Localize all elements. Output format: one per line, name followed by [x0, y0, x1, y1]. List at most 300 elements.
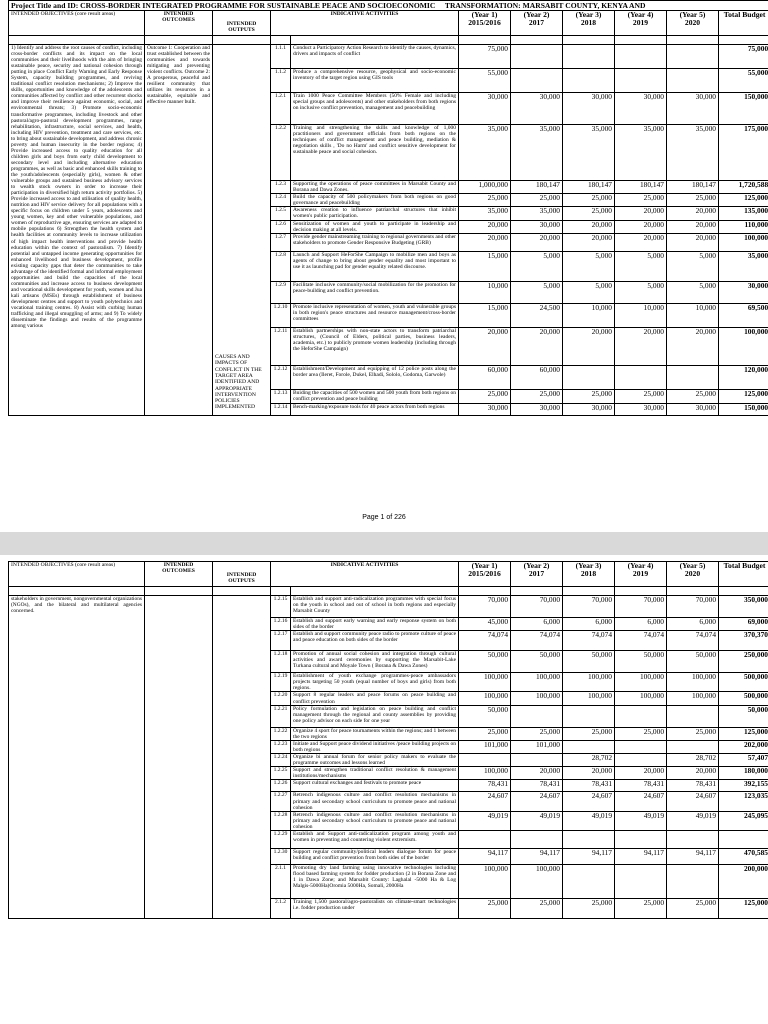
activity-code: 1.2.5	[271, 207, 291, 220]
col-header-total: Total Budget	[719, 11, 768, 36]
year-1-amount: 30,000	[459, 403, 511, 415]
budget-table-page-1	[8, 0, 768, 416]
activity-code: 1.2.3	[271, 181, 291, 194]
activity-code: 1.2.22	[271, 727, 291, 740]
total-budget-amount: 500,000	[719, 692, 768, 705]
year-4-amount: 30,000	[615, 93, 667, 125]
total-budget-amount: 1,720,588	[719, 181, 768, 194]
year-4-amount: 50,000	[615, 651, 667, 673]
activity-code: 1.2.29	[271, 830, 291, 848]
year-3-amount	[563, 45, 615, 69]
year-1-amount: 101,000	[459, 740, 511, 753]
year-3-amount	[563, 740, 615, 753]
year-4-amount	[615, 740, 667, 753]
total-budget-amount: 110,000	[719, 220, 768, 233]
total-budget-amount	[719, 830, 768, 848]
outputs-text: CAUSES AND IMPACTS OF CONFLICT IN THE TARGET AREA IDENTIFIED AND APPROPRIATE INTERVENTION POLICIES IMPLEMENTED	[213, 45, 271, 416]
year-4-amount: 100,000	[615, 692, 667, 705]
year-4-amount: 78,431	[615, 780, 667, 792]
year-2-amount: 5,000	[511, 251, 563, 281]
year-3-amount: 35,000	[563, 125, 615, 181]
total-budget-amount: 350,000	[719, 596, 768, 618]
year-1-amount	[459, 830, 511, 848]
total-budget-amount: 370,370	[719, 631, 768, 651]
col-header-total: Total Budget	[719, 562, 768, 587]
year-2-amount: 70,000	[511, 596, 563, 618]
year-5-amount: 25,000	[667, 194, 719, 207]
activity-description: Launch and Support HeForShe Campaign to mobilize men and boys as agents of change to bring about gender equality and most important to use it as launching pad for gender equality related discourse.	[291, 251, 459, 281]
col-header-year-2: (Year 2) 2017	[511, 562, 563, 587]
year-2-amount: 24,500	[511, 303, 563, 327]
activity-description: Produce a comprehensive resource, geophysical and socio-economic inventory of the target region using GIS tools	[291, 69, 459, 93]
year-2-amount: 20,000	[511, 327, 563, 365]
activity-description: Policy formulation and legislation on peace building and conflict management through the regional and county assemblies by providing one policy advisor on each side for one year	[291, 705, 459, 727]
activity-description: Establish and support anti-radicalization programmes with special focus on the youth in school and out of school in both regions and especially Marsabit County	[291, 596, 459, 618]
activity-code: 1.2.7	[271, 233, 291, 251]
year-2-amount: 25,000	[511, 389, 563, 403]
activity-code: 1.2.13	[271, 389, 291, 403]
year-3-amount	[563, 365, 615, 389]
year-4-amount: 70,000	[615, 596, 667, 618]
col-header-outputs: INTENDED OUTPUTS	[213, 11, 271, 36]
year-3-amount: 20,000	[563, 767, 615, 780]
activity-description: Support cultural exchanges and festivals to promote peace	[291, 780, 459, 792]
year-4-amount	[615, 705, 667, 727]
activity-code: 1.2.11	[271, 327, 291, 365]
year-5-amount: 5,000	[667, 281, 719, 303]
activity-description: Training 1,500 pastoral/agro-pastoralists on climate-smart technologies i.e. fodder production under	[291, 898, 459, 918]
year-2-amount: 25,000	[511, 898, 563, 918]
total-budget-amount: 100,000	[719, 327, 768, 365]
year-1-amount: 100,000	[459, 864, 511, 898]
total-budget-amount: 202,000	[719, 740, 768, 753]
year-1-amount: 20,000	[459, 220, 511, 233]
outputs-text	[213, 596, 271, 919]
total-budget-amount: 30,000	[719, 281, 768, 303]
year-3-amount: 25,000	[563, 389, 615, 403]
year-4-amount: 74,074	[615, 631, 667, 651]
year-3-amount: 25,000	[563, 207, 615, 220]
year-2-amount: 101,000	[511, 740, 563, 753]
total-budget-amount: 69,500	[719, 303, 768, 327]
activity-code: 1.1.1	[271, 45, 291, 69]
year-3-amount: 20,000	[563, 233, 615, 251]
year-2-amount: 35,000	[511, 207, 563, 220]
col-header-year-4: (Year 4) 2019	[615, 562, 667, 587]
year-5-amount: 100,000	[667, 692, 719, 705]
year-1-amount: 10,000	[459, 281, 511, 303]
col-header-activities: INDICATIVE ACTIVITIES	[271, 11, 459, 36]
year-4-amount: 5,000	[615, 251, 667, 281]
col-header-year-5: (Year 5) 2020	[667, 562, 719, 587]
year-2-amount: 100,000	[511, 692, 563, 705]
total-budget-amount: 470,585	[719, 848, 768, 864]
year-5-amount: 50,000	[667, 651, 719, 673]
year-2-amount: 100,000	[511, 864, 563, 898]
year-3-amount: 5,000	[563, 251, 615, 281]
activity-description: Organize 4 sport for peace tournaments within the regions; and 1 between the two regions	[291, 727, 459, 740]
total-budget-amount: 125,000	[719, 898, 768, 918]
total-budget-amount: 100,000	[719, 233, 768, 251]
activity-code: 1.2.14	[271, 403, 291, 415]
objectives-text: 1) Identify and address the root causes of conflict, including cross-border conflicts and its impact on the local communities and their livelihoods with the aim of bringing sustainable peace, security and national cohesion through putting in place Conflict Early Warning and Early Response System, capacity building programmes, and reviving traditional conflict resolution mechanisms; 2) Improve the skills, opportunities and knowledge of the adolescents and communities affected by conflict and other recurrent shocks and improve their resilience against economic, social, and environmental threats; 3) Promote socio-economic transformative programmes, including livestock and other pastoral/agro-pastoral development programmes, range rehabilitation, infrastructure, social services, and health, including HIV prevention, treatment and care services, etc. to bring about sustainable development, and address chronic poverty and human insecurity in the border regions; 4) Provide increased access to quality education for all children girls and boys from early child development to secondary level and including alternative education programmes, as well as basic and enhanced skills training to the youth/adolescents (especially girls), women & other vulnerable groups and sustained business advisory services to wealth stock owners in order to increase their participation in diversified high return activity portfolios. 5) Provide increased access to and utilisation of quality health, nutrition and HIV service delivery for all populations with a specific focus on children under 5 years, adolescents and young women, key and other vulnerable populations, and women of reproductive age, ensuring services are adapted to mobile populations 6) Strengthen the health system and health facilities at community levels to increase utilization of high impact health interventions and provide health education within the context of pastoralism. 7) Identify potential and untapped income generating opportunities for enhanced livelihood and business development, profile existing capacity gaps that deter the communities to take advantage of the identified formal and informal employment opportunities and build the capacities of the local communities and increase access to business development and vocational skills development for youth, women and Jua kali artisans (MSEs) through establishment of business development centres and support to youth polytechnics and vocational training centres. 8) Assist with curbing human trafficking and illegal smuggling of arms; and 9) To widely disseminate the findings and results of the programme among various	[9, 45, 145, 416]
year-1-amount: 15,000	[459, 303, 511, 327]
total-budget-amount: 120,000	[719, 365, 768, 389]
total-budget-amount: 175,000	[719, 125, 768, 181]
year-3-amount: 49,019	[563, 811, 615, 830]
total-budget-amount: 180,000	[719, 767, 768, 780]
total-budget-amount: 123,035	[719, 792, 768, 811]
year-1-amount: 49,019	[459, 811, 511, 830]
activity-code: 1.2.15	[271, 596, 291, 618]
activity-description: Promote inclusive representation of women, youth and vulnerable groups in both region's peace structures and resource management/cross-border committees	[291, 303, 459, 327]
activity-code: 1.2.10	[271, 303, 291, 327]
total-budget-amount: 125,000	[719, 194, 768, 207]
year-5-amount	[667, 69, 719, 93]
year-2-amount: 49,019	[511, 811, 563, 830]
year-4-amount: 25,000	[615, 898, 667, 918]
activity-description: Train 1000 Peace Committee Members (50% Female and including special groups and adolescents) and other stakeholders from both regions on inclusive conflict prevention, management and peacebuilding	[291, 93, 459, 125]
total-budget-amount: 250,000	[719, 651, 768, 673]
year-5-amount: 180,147	[667, 181, 719, 194]
document-page-2	[0, 555, 768, 1024]
year-4-amount: 20,000	[615, 207, 667, 220]
activity-code: 1.2.27	[271, 792, 291, 811]
year-3-amount: 20,000	[563, 327, 615, 365]
year-3-amount: 180,147	[563, 181, 615, 194]
year-3-amount: 25,000	[563, 727, 615, 740]
year-1-amount: 100,000	[459, 673, 511, 692]
year-1-amount: 45,000	[459, 618, 511, 631]
activity-code: 1.2.28	[271, 811, 291, 830]
activity-code: 1.2.1	[271, 93, 291, 125]
year-2-amount: 5,000	[511, 281, 563, 303]
activity-code: 1.2.8	[271, 251, 291, 281]
year-5-amount: 6,000	[667, 618, 719, 631]
total-budget-amount: 75,000	[719, 45, 768, 69]
year-4-amount	[615, 69, 667, 93]
year-5-amount: 70,000	[667, 596, 719, 618]
year-1-amount: 70,000	[459, 596, 511, 618]
year-1-amount: 20,000	[459, 327, 511, 365]
year-1-amount: 55,000	[459, 69, 511, 93]
year-5-amount: 100,000	[667, 673, 719, 692]
year-3-amount: 94,117	[563, 848, 615, 864]
total-budget-amount: 69,000	[719, 618, 768, 631]
year-3-amount: 5,000	[563, 281, 615, 303]
year-4-amount: 25,000	[615, 727, 667, 740]
year-4-amount: 6,000	[615, 618, 667, 631]
year-5-amount	[667, 705, 719, 727]
activity-description: Training and strengthening the skills and knowledge of 1,000 practitioners and government officials from both regions on the techniques of conflict management and peace building, mediation & negotiation skills , 'Do no Harm' and conflict sensitive development for sustainable peace and social cohesion.	[291, 125, 459, 181]
col-header-year-1: (Year 1) 2015/2016	[459, 11, 511, 36]
year-4-amount: 30,000	[615, 403, 667, 415]
total-budget-amount: 150,000	[719, 403, 768, 415]
year-2-amount: 30,000	[511, 220, 563, 233]
year-5-amount: 25,000	[667, 389, 719, 403]
year-3-amount: 30,000	[563, 93, 615, 125]
col-header-objectives: INTENDED OBJECTIVES (core result areas)	[9, 11, 145, 36]
total-budget-amount: 500,000	[719, 673, 768, 692]
project-title: Project Title and ID: CROSS-BORDER INTEGRATED PROGRAMME FOR SUSTAINABLE PEACE AND SOCIOECONOMIC TRANSFORMATION: MARSABIT COUNTY, KENYA AND	[9, 1, 768, 11]
year-2-amount: 50,000	[511, 651, 563, 673]
year-1-amount: 100,000	[459, 692, 511, 705]
activity-code: 2.1.2	[271, 898, 291, 918]
year-1-amount: 35,000	[459, 125, 511, 181]
col-header-year-5: (Year 5) 2020	[667, 11, 719, 36]
year-1-amount: 94,117	[459, 848, 511, 864]
activity-code: 1.2.9	[271, 281, 291, 303]
activity-description: Provide gender mainstreaming training to regional governments and other stakeholders to promote Gender Responsive Budgeting (GRB)	[291, 233, 459, 251]
col-header-activities: INDICATIVE ACTIVITIES	[271, 562, 459, 587]
year-3-amount: 25,000	[563, 194, 615, 207]
activity-code: 1.2.25	[271, 767, 291, 780]
outcomes-text: Outcome 1: Cooperation and trust established between the communities and towards mitigating and preventing violent conflicts. Outcome 2: A prosperous, peaceful and resilient community that utilizes its resources in a sustainable, equitable and effective manner built.	[145, 45, 213, 416]
activity-description: Initiate and Support peace dividend initiatives /peace building projects on both regions	[291, 740, 459, 753]
year-5-amount: 20,000	[667, 207, 719, 220]
col-header-year-4: (Year 4) 2019	[615, 11, 667, 36]
year-5-amount: 28,702	[667, 754, 719, 767]
year-1-amount: 25,000	[459, 898, 511, 918]
year-5-amount: 24,607	[667, 792, 719, 811]
year-1-amount: 24,607	[459, 792, 511, 811]
year-5-amount	[667, 864, 719, 898]
year-1-amount: 25,000	[459, 389, 511, 403]
total-budget-amount: 125,000	[719, 389, 768, 403]
year-5-amount: 49,019	[667, 811, 719, 830]
year-5-amount: 20,000	[667, 327, 719, 365]
year-4-amount: 5,000	[615, 281, 667, 303]
activity-description: Build the capacity of 500 policymakers from both regions on good governance and peacebuilding	[291, 194, 459, 207]
total-budget-amount: 150,000	[719, 93, 768, 125]
year-5-amount: 74,074	[667, 631, 719, 651]
year-2-amount: 180,147	[511, 181, 563, 194]
activity-description: Establish and support early warning and early response system on both sides of the border	[291, 618, 459, 631]
activity-code: 1.2.4	[271, 194, 291, 207]
year-4-amount	[615, 365, 667, 389]
activity-code: 1.2.6	[271, 220, 291, 233]
year-1-amount: 50,000	[459, 651, 511, 673]
year-4-amount	[615, 45, 667, 69]
year-3-amount: 74,074	[563, 631, 615, 651]
col-header-outcomes: INTENDED OUTCOMES	[145, 11, 213, 36]
activity-code: 2.1.1	[271, 864, 291, 898]
year-1-amount: 15,000	[459, 251, 511, 281]
year-5-amount: 25,000	[667, 898, 719, 918]
col-header-year-1: (Year 1) 2015/2016	[459, 562, 511, 587]
activity-description: Establish partnerships with non-state actors to transform patriarchal structures, (Council of Elders, political parties, business leaders, academia, etc.) to publicly promote women leadership (including through the HeforShe Campaign)	[291, 327, 459, 365]
year-4-amount: 25,000	[615, 194, 667, 207]
year-2-amount	[511, 754, 563, 767]
year-2-amount: 6,000	[511, 618, 563, 631]
year-4-amount: 10,000	[615, 303, 667, 327]
year-3-amount: 100,000	[563, 692, 615, 705]
year-4-amount: 100,000	[615, 673, 667, 692]
activity-description: Awareness creation to influence patriarchal structures that inhibit women's public participation.	[291, 207, 459, 220]
year-4-amount: 24,607	[615, 792, 667, 811]
year-2-amount: 20,000	[511, 767, 563, 780]
year-1-amount: 1,000,000	[459, 181, 511, 194]
year-1-amount: 25,000	[459, 727, 511, 740]
year-1-amount: 25,000	[459, 194, 511, 207]
year-1-amount: 20,000	[459, 233, 511, 251]
total-budget-amount: 57,407	[719, 754, 768, 767]
year-2-amount: 30,000	[511, 403, 563, 415]
year-3-amount	[563, 705, 615, 727]
year-2-amount: 24,607	[511, 792, 563, 811]
year-3-amount: 24,607	[563, 792, 615, 811]
year-1-amount: 75,000	[459, 45, 511, 69]
year-3-amount: 6,000	[563, 618, 615, 631]
activity-code: 1.2.21	[271, 705, 291, 727]
year-5-amount: 20,000	[667, 233, 719, 251]
activity-code: 1.2.30	[271, 848, 291, 864]
year-2-amount: 20,000	[511, 233, 563, 251]
activity-description: Supporting the operations of peace committees in Marsabit County and Borana and Dawa Zones.	[291, 181, 459, 194]
activity-description: Facilitate inclusive community/social mobilization for the promotion for peace-building and conflict prevention.	[291, 281, 459, 303]
activity-description: Retrench indigenous culture and conflict resolution mechanisms in primary and secondary school curriculum to promote peace and national cohesion	[291, 811, 459, 830]
year-4-amount	[615, 754, 667, 767]
year-4-amount	[615, 864, 667, 898]
year-5-amount: 35,000	[667, 125, 719, 181]
activity-description: Support and strengthen traditional conflict resolution & management institutions/mechanisms	[291, 767, 459, 780]
activity-code: 1.2.26	[271, 780, 291, 792]
year-5-amount: 94,117	[667, 848, 719, 864]
year-2-amount	[511, 69, 563, 93]
year-5-amount: 25,000	[667, 727, 719, 740]
year-2-amount	[511, 705, 563, 727]
year-5-amount: 20,000	[667, 767, 719, 780]
objectives-text: stakeholders in government, nongovernmental organizations (NGOs), and the bilateral and multilateral agencies concerned.	[9, 596, 145, 919]
col-header-year-2: (Year 2) 2017	[511, 11, 563, 36]
year-5-amount: 10,000	[667, 303, 719, 327]
total-budget-amount: 35,000	[719, 251, 768, 281]
outcomes-text	[145, 596, 213, 919]
activity-code: 1.2.20	[271, 692, 291, 705]
year-3-amount: 100,000	[563, 673, 615, 692]
col-header-year-3: (Year 3) 2018	[563, 11, 615, 36]
activity-description: Organize bi annual forum for senior policy makers to evaluate the programme outcomes and lessons learned	[291, 754, 459, 767]
activity-description: Promoting dry land farming using innovative technologies including flood based farming system for fodder production (2 in Borana Zone and 1 in Dawa Zone; and Marsabit County: Laghalal -5000 Ha & Log Malgis-5000Ha)Oromia 5000Ha, Somali, 2000Ha	[291, 864, 459, 898]
activity-code: 1.1.2	[271, 69, 291, 93]
activity-description: Establishment/Development and equipping of 12 police posts along the border area (Ileret, Forole, Dukel, Elhadi, Sololo, Godoma, Garwole)	[291, 365, 459, 389]
year-2-amount: 25,000	[511, 727, 563, 740]
year-5-amount	[667, 365, 719, 389]
year-1-amount: 78,431	[459, 780, 511, 792]
activity-code: 1.2.16	[271, 618, 291, 631]
year-3-amount: 20,000	[563, 220, 615, 233]
year-4-amount	[615, 830, 667, 848]
year-1-amount: 60,000	[459, 365, 511, 389]
year-4-amount: 180,147	[615, 181, 667, 194]
year-5-amount: 5,000	[667, 251, 719, 281]
activity-code: 1.2.24	[271, 754, 291, 767]
activity-code: 1.2.18	[271, 651, 291, 673]
year-2-amount: 100,000	[511, 673, 563, 692]
page-footer: Page 1 of 226	[362, 514, 406, 521]
total-budget-amount: 200,000	[719, 864, 768, 898]
year-4-amount: 20,000	[615, 220, 667, 233]
year-3-amount: 30,000	[563, 403, 615, 415]
total-budget-amount: 245,095	[719, 811, 768, 830]
year-1-amount: 35,000	[459, 207, 511, 220]
year-3-amount: 28,702	[563, 754, 615, 767]
year-2-amount: 94,117	[511, 848, 563, 864]
year-3-amount: 50,000	[563, 651, 615, 673]
year-3-amount: 70,000	[563, 596, 615, 618]
year-4-amount: 20,000	[615, 233, 667, 251]
year-2-amount: 60,000	[511, 365, 563, 389]
activity-code: 1.2.23	[271, 740, 291, 753]
year-1-amount: 50,000	[459, 705, 511, 727]
year-1-amount	[459, 754, 511, 767]
year-5-amount	[667, 830, 719, 848]
year-2-amount: 35,000	[511, 125, 563, 181]
year-5-amount	[667, 45, 719, 69]
year-4-amount: 35,000	[615, 125, 667, 181]
year-2-amount: 78,431	[511, 780, 563, 792]
activity-row	[9, 596, 768, 618]
year-3-amount	[563, 69, 615, 93]
activity-description: Establish and Support anti-radicalization program among youth and women in preventing and countering violent extremism.	[291, 830, 459, 848]
col-header-outputs: INTENDED OUTPUTS	[213, 562, 271, 587]
year-3-amount: 78,431	[563, 780, 615, 792]
year-2-amount: 25,000	[511, 194, 563, 207]
total-budget-amount: 50,000	[719, 705, 768, 727]
activity-description: Support 8 regular leaders and peace forums on peace building and conflict prevention	[291, 692, 459, 705]
year-4-amount: 49,019	[615, 811, 667, 830]
activity-code: 1.2.2	[271, 125, 291, 181]
year-3-amount	[563, 830, 615, 848]
activity-description: Establish and support community peace radio to promote culture of peace and peace education on both sides of the border	[291, 631, 459, 651]
year-4-amount: 20,000	[615, 767, 667, 780]
activity-code: 1.2.12	[271, 365, 291, 389]
year-3-amount: 25,000	[563, 898, 615, 918]
activity-description: Sensitization of women and youth to participate in leadership and decision making at all levels.	[291, 220, 459, 233]
year-3-amount: 10,000	[563, 303, 615, 327]
year-5-amount: 20,000	[667, 220, 719, 233]
activity-code: 1.2.17	[271, 631, 291, 651]
activity-description: Retrench indigenous culture and conflict resolution mechanisms in primary and secondary school curriculum to promote peace and national cohesion	[291, 792, 459, 811]
activity-row	[9, 45, 768, 69]
col-header-outcomes: INTENDED OUTCOMES	[145, 562, 213, 587]
activity-description: Promotion of annual social cohesion and integration through cultural activities and award ceremonies by supporting the Marsabit-Lake Turkana cultural and Moyale Town ( Borana & Dawa Zones)	[291, 651, 459, 673]
activity-description: Support regular community/political leaders dialogue forum for peace building and conflict prevention from both sides of the border	[291, 848, 459, 864]
year-4-amount: 25,000	[615, 389, 667, 403]
activity-description: Conduct a Participatory Action Research to identify the causes, dynamics, drivers and impacts of conflict	[291, 45, 459, 69]
activity-code: 1.2.19	[271, 673, 291, 692]
col-header-objectives: INTENDED OBJECTIVES (core result areas)	[9, 562, 145, 587]
total-budget-amount: 135,000	[719, 207, 768, 220]
year-5-amount: 30,000	[667, 403, 719, 415]
year-5-amount: 30,000	[667, 93, 719, 125]
year-2-amount	[511, 830, 563, 848]
year-4-amount: 20,000	[615, 327, 667, 365]
year-1-amount: 30,000	[459, 93, 511, 125]
year-1-amount: 74,074	[459, 631, 511, 651]
year-2-amount: 30,000	[511, 93, 563, 125]
year-1-amount: 100,000	[459, 767, 511, 780]
year-3-amount	[563, 864, 615, 898]
year-5-amount	[667, 740, 719, 753]
total-budget-amount: 392,155	[719, 780, 768, 792]
activity-description: Buiding the capacities of 500 women and 500 youth from both regions on conflict prevention and peace building	[291, 389, 459, 403]
year-2-amount	[511, 45, 563, 69]
year-4-amount: 94,117	[615, 848, 667, 864]
col-header-year-3: (Year 3) 2018	[563, 562, 615, 587]
activity-description: Establishment of youth exchange programmes-peace ambassadors projects targeting 50 youth (equal number of boys and girls) from both regions.	[291, 673, 459, 692]
year-2-amount: 74,074	[511, 631, 563, 651]
